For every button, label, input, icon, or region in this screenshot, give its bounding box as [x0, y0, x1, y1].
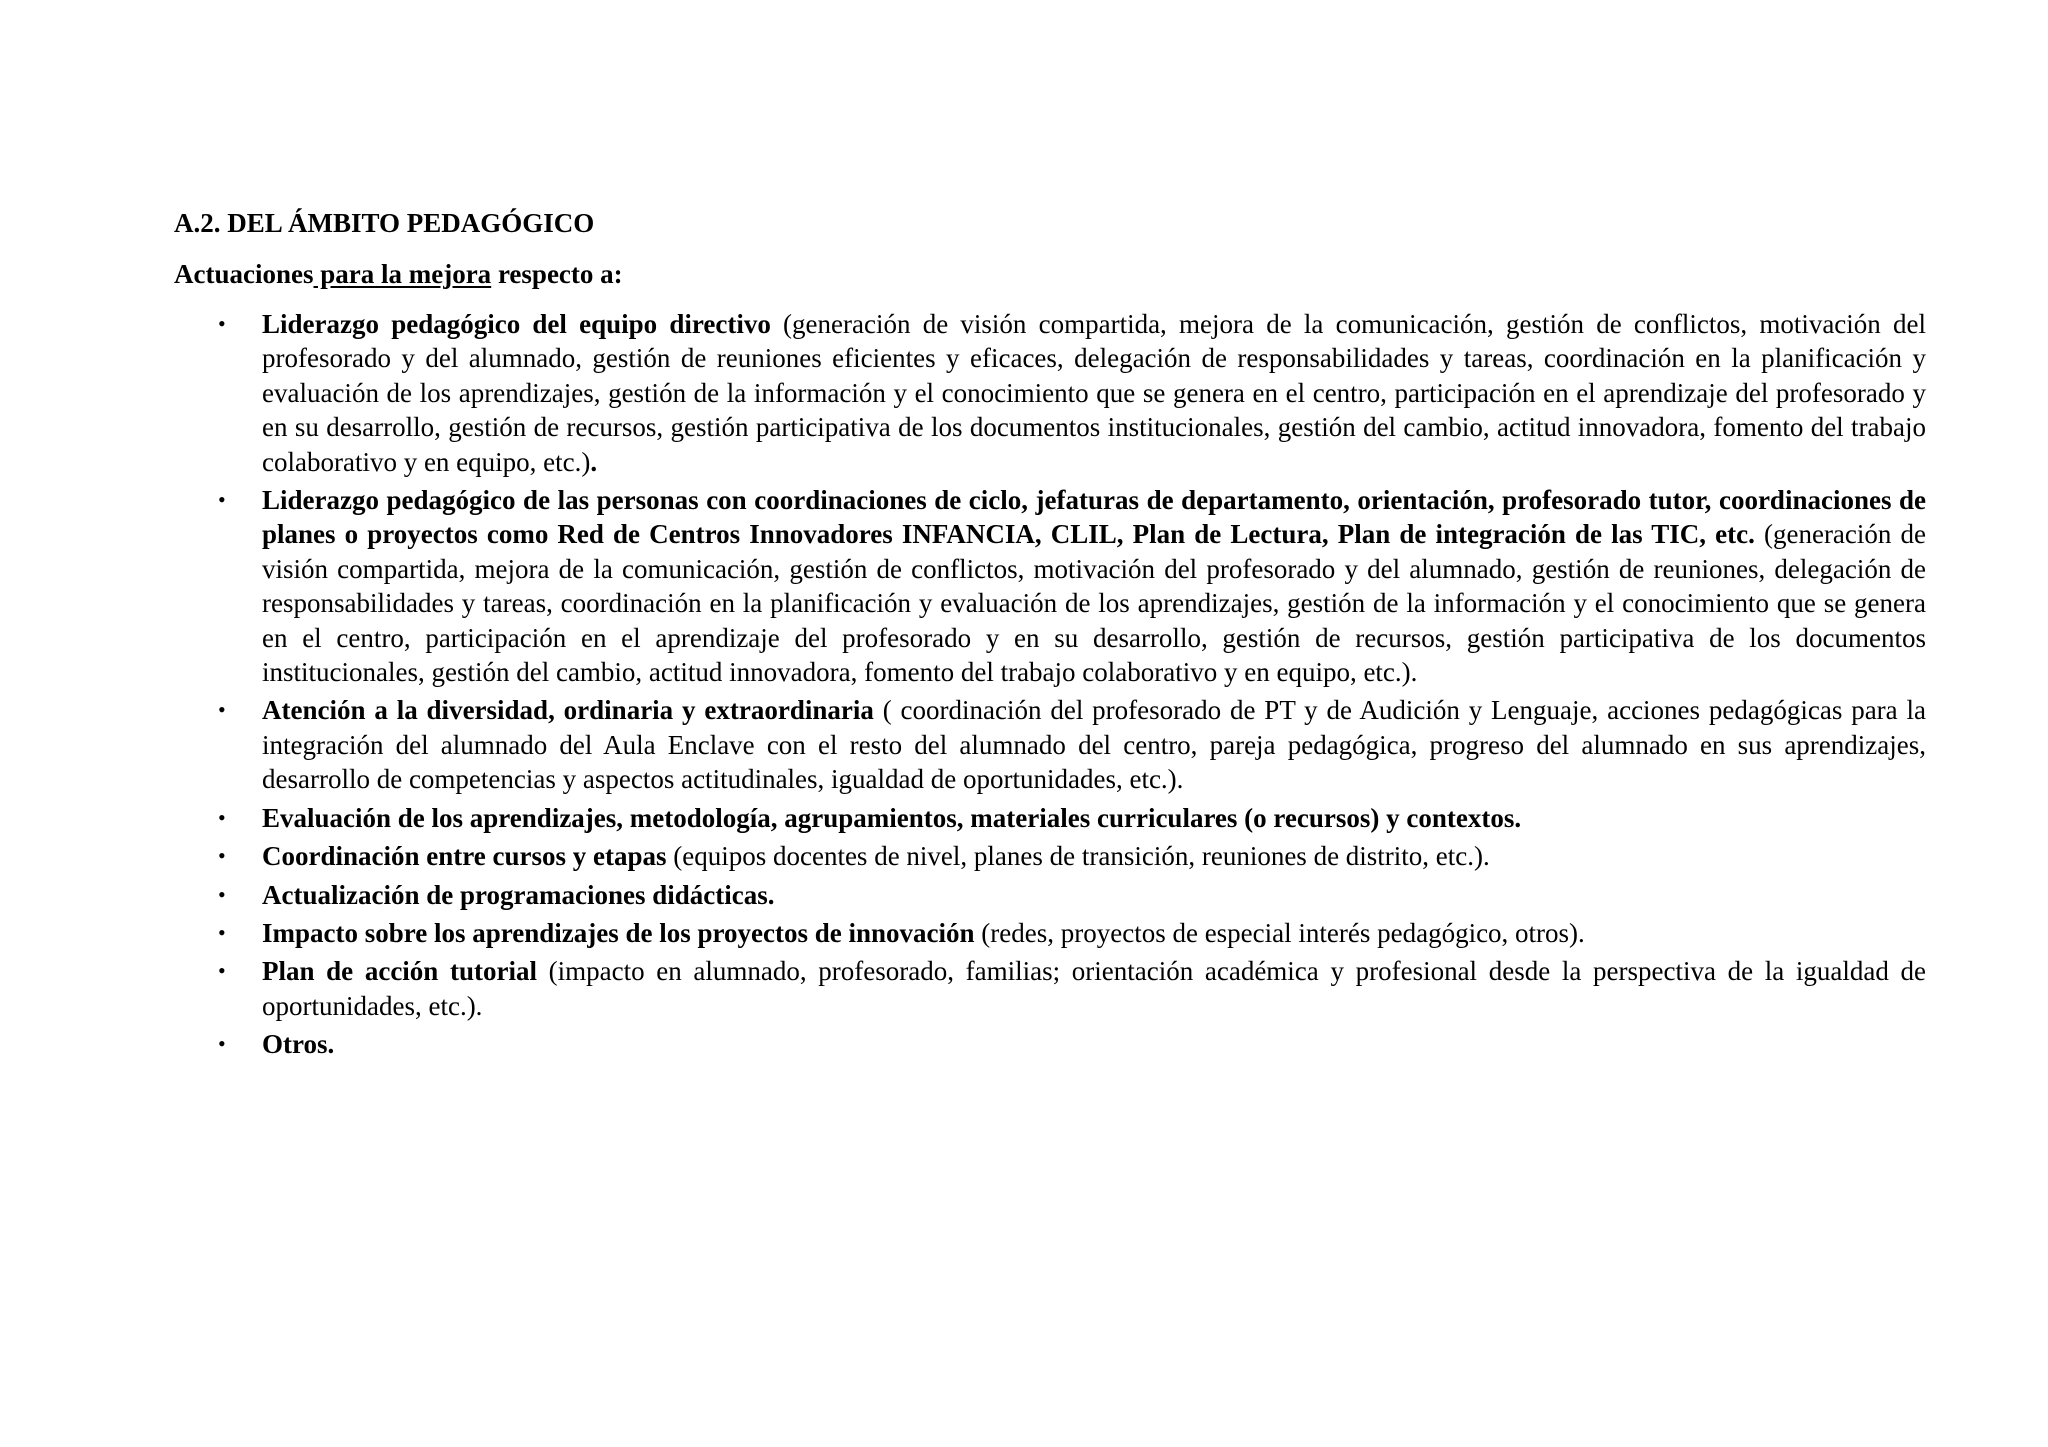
list-item — [174, 878, 1926, 912]
actions-list — [174, 307, 1926, 1062]
subheading-part3: respecto a: — [491, 259, 623, 289]
list-item — [174, 307, 1926, 479]
list-item — [174, 839, 1926, 873]
bullet-icon: • — [218, 697, 226, 723]
bullet-icon: • — [218, 804, 226, 830]
subheading — [174, 257, 1926, 291]
item-text: ( coordinación del profesorado de PT y de Audición y Lenguaje, acciones pedagógicas para la integración del alumnado del Aula Enclave con el resto del alumnado del centro, pareja pedagógica, progreso del alumnado en sus aprendizajes, desarrollo de competencias y aspectos actitudinales, igualdad de oportunidades, etc.). — [262, 695, 1926, 795]
item-bold-label: Otros. — [262, 1029, 335, 1060]
item-bold-label: Actualización de programaciones didácticas. — [262, 879, 775, 910]
bullet-icon: • — [218, 881, 226, 907]
bullet-icon: • — [218, 843, 226, 869]
list-item — [174, 1027, 1926, 1061]
item-bold-end: . — [590, 446, 598, 477]
item-text: (impacto en alumnado, profesorado, familias; orientación académica y profesional desde la perspectiva de la igualdad de oportunidades, etc.). — [262, 956, 1926, 1021]
item-bold-label: Evaluación de los aprendizajes, metodología, agrupamientos, materiales curriculares (o recursos) y contextos. — [262, 802, 1522, 833]
bullet-icon: • — [218, 1031, 226, 1057]
list-item — [174, 916, 1926, 950]
item-bold-label: Liderazgo pedagógico del equipo directivo — [262, 309, 771, 339]
item-bold-label: Impacto sobre los aprendizajes de los proyectos de innovación — [262, 917, 975, 948]
subheading-underlined: para la mejora — [313, 259, 492, 289]
item-text: (equipos docentes de nivel, planes de transición, reuniones de distrito, etc.). — [666, 841, 1490, 872]
section-heading: A.2. DEL ÁMBITO PEDAGÓGICO — [174, 208, 595, 238]
bullet-icon: • — [218, 311, 226, 336]
item-bold-label: Atención a la diversidad, ordinaria y extraordinaria — [262, 695, 874, 726]
bullet-icon: • — [218, 958, 226, 984]
item-text: (generación de visión compartida, mejora de la comunicación, gestión de conflictos, motivación del profesorado y del alumnado, gestión de reuniones eficientes y eficaces, delegación de responsabilidades y tareas, coordinación en la planificación y evaluación de los aprendizajes, gestión de la información y el conocimiento que se genera en el centro, participación en el aprendizaje del profesorado y en su desarrollo, gestión de recursos, gestión participativa de los documentos institucionales, gestión del cambio, actitud innovadora, fomento del trabajo colaborativo y en equipo, etc.) — [262, 309, 1926, 477]
subheading-part1: Actuaciones — [174, 259, 314, 289]
list-item — [174, 483, 1926, 689]
item-bold-label: Liderazgo pedagógico de las personas con coordinaciones de ciclo, jefaturas de departamento, orientación, profesorado tutor, coordinaciones de planes o proyectos como Red de Centros Innovadores INFANCIA, CLIL, Plan de Lectura, Plan de integración de las TIC, etc. — [262, 485, 1926, 550]
item-bold-label: Coordinación entre cursos y etapas — [262, 841, 667, 872]
item-text: (generación de visión compartida, mejora de la comunicación, gestión de conflictos, motivación del profesorado y del alumnado, gestión de reuniones, delegación de responsabilidades y tareas, coordinación en la planificación y evaluación de los aprendizajes, gestión de la información y el conocimiento que se genera en el centro, participación en el aprendizaje del profesorado y en su desarrollo, gestión de recursos, gestión participativa de los documentos institucionales, gestión del cambio, actitud innovadora, fomento del trabajo colaborativo y en equipo, etc.). — [262, 519, 1927, 688]
bullet-icon: • — [218, 487, 226, 513]
item-bold-label: Plan de acción tutorial — [262, 956, 537, 987]
list-item — [174, 693, 1926, 796]
document-page — [174, 206, 1926, 1066]
item-text: (redes, proyectos de especial interés pedagógico, otros). — [974, 917, 1585, 948]
list-item — [174, 954, 1926, 1023]
bullet-icon: • — [218, 919, 226, 945]
list-item — [174, 801, 1926, 835]
